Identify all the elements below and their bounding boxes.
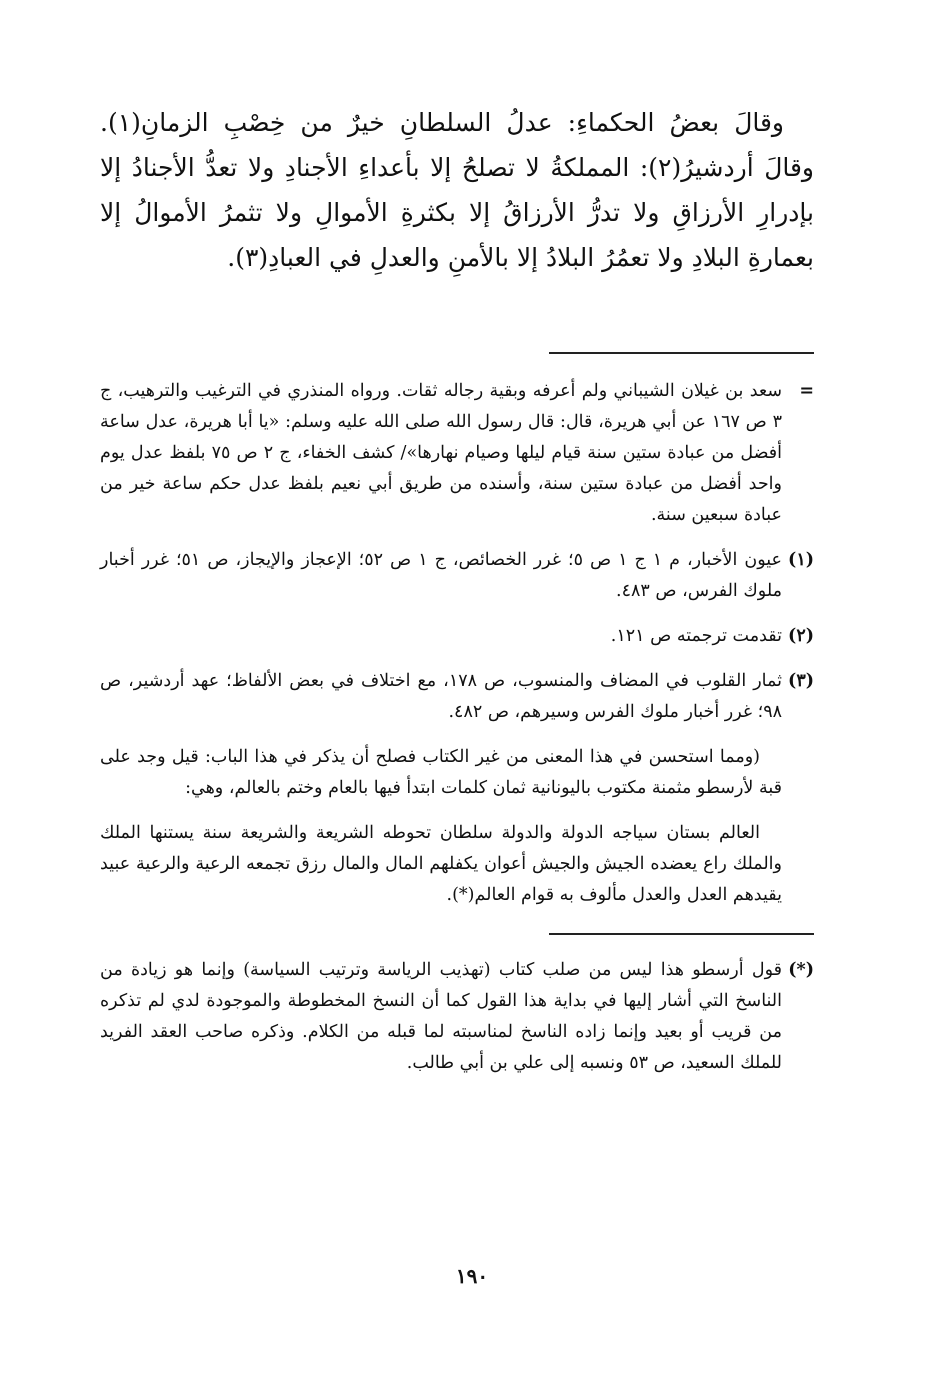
footnote-3 [100, 666, 814, 728]
footnote-star [100, 955, 814, 1079]
quote-sayings [100, 818, 782, 911]
footnote-continuation [100, 376, 814, 531]
footnote-marker: = [799, 381, 814, 401]
secondary-footnote-rule [549, 933, 814, 935]
footnote-separator-rule [549, 352, 814, 354]
main-text [100, 100, 814, 280]
footnote-text: سعد بن غيلان الشيباني ولم أعرفه وبقية رجاله ثقات. ورواه المنذري في الترغيب والترهيب، ج ٣ ص ١٦٧ عن أبي هريرة، قال: قال رسول الله صلى الله عليه وسلم: «يا أبا هريرة، عدل ساعة أفضل من عبادة ستين سنة قيام ليلها وصيام نهارها»/ كشف الخفاء، ج ٢ ص ٧٥ بلفظ عدل يوم واحد أفضل من عبادة ستين سنة، وأسنده من طريق أبي نعيم بلفظ عدل حكم ساعة خير من عبادة سبعين سنة. [100, 381, 782, 525]
footnote-text: تقدمت ترجمته ص ١٢١. [610, 626, 782, 646]
main-paragraph [100, 100, 814, 280]
main-paragraph-text: وقالَ بعضُ الحكماءِ: عدلُ السلطانِ خيرٌ من خِصْبِ الزمانِ(١). وقالَ أردشيرُ(٢): المملكةُ لا تصلحُ إلا بأعداءِ الأجنادِ ولا تعدُّ الأجنادُ إلا بإدرارِ الأرزاقِ ولا تدرُّ الأرزاقُ إلا بكثرةِ الأموالِ ولا تثمرُ الأموالُ إلا بعمارةِ البلادِ ولا تعمُرُ البلادُ إلا بالأمنِ والعدلِ في العبادِ(٣). [100, 108, 814, 272]
quote-sayings-text: العالم بستان سياجه الدولة والدولة سلطان تحوطه الشريعة والشريعة سنة يستنها الملك والملك راع يعضده الجيش والجيش أعوان يكفلهم المال والمال رزق تجمعه الرعية والرعية عبيد يقيدهم العدل والعدل مألوف به قوام العالم(*). [100, 823, 782, 905]
footnote-text: عيون الأخبار، م ١ ج ١ ص ٥؛ غرر الخصائص، ج ١ ص ٥٢؛ الإعجاز والإيجاز، ص ٥١؛ غرر أخبار ملوك الفرس، ص ٤٨٣. [100, 550, 782, 601]
footnote-text: ثمار القلوب في المضاف والمنسوب، ص ١٧٨، مع اختلاف في بعض الألفاظ؛ عهد أردشير، ص ٩٨؛ غرر أخبار ملوك الفرس وسيرهم، ص ٤٨٢. [100, 671, 782, 722]
footnote-marker: (*) [788, 960, 814, 980]
footnote-1 [100, 545, 814, 607]
footnotes-block [100, 376, 814, 911]
quote-intro [100, 742, 782, 804]
secondary-footnotes-block [100, 955, 814, 1079]
footnote-2 [100, 621, 814, 652]
footnote-marker: (٣) [788, 671, 814, 691]
footnote-marker: (٢) [788, 626, 814, 646]
quote-intro-text: (ومما استحسن في هذا المعنى من غير الكتاب فصلح أن يذكر في هذا الباب: قيل وجد على قبة لأرسطو مثمنة مكتوب باليونانية ثمان كلمات ابتدأ فيها بالعام وختم بالعالم، وهي: [100, 747, 782, 798]
footnote-text: قول أرسطو هذا ليس من صلب كتاب (تهذيب الرياسة وترتيب السياسة) وإنما هو زيادة من الناسخ التي أشار إليها في بداية هذا القول كما أن النسخ المخطوطة والموجودة لدي لم تذكره من قريب أو بعيد وإنما زاده الناسخ لمناسبته لما قبله من الكلام. وذكره صاحب العقد الفريد للملك السعيد، ص ٥٣ ونسبه إلى علي بن أبي طالب. [100, 960, 782, 1073]
book-page [100, 100, 814, 1374]
footnote-marker: (١) [788, 550, 814, 570]
page-number: ١٩٠ [455, 1264, 489, 1288]
